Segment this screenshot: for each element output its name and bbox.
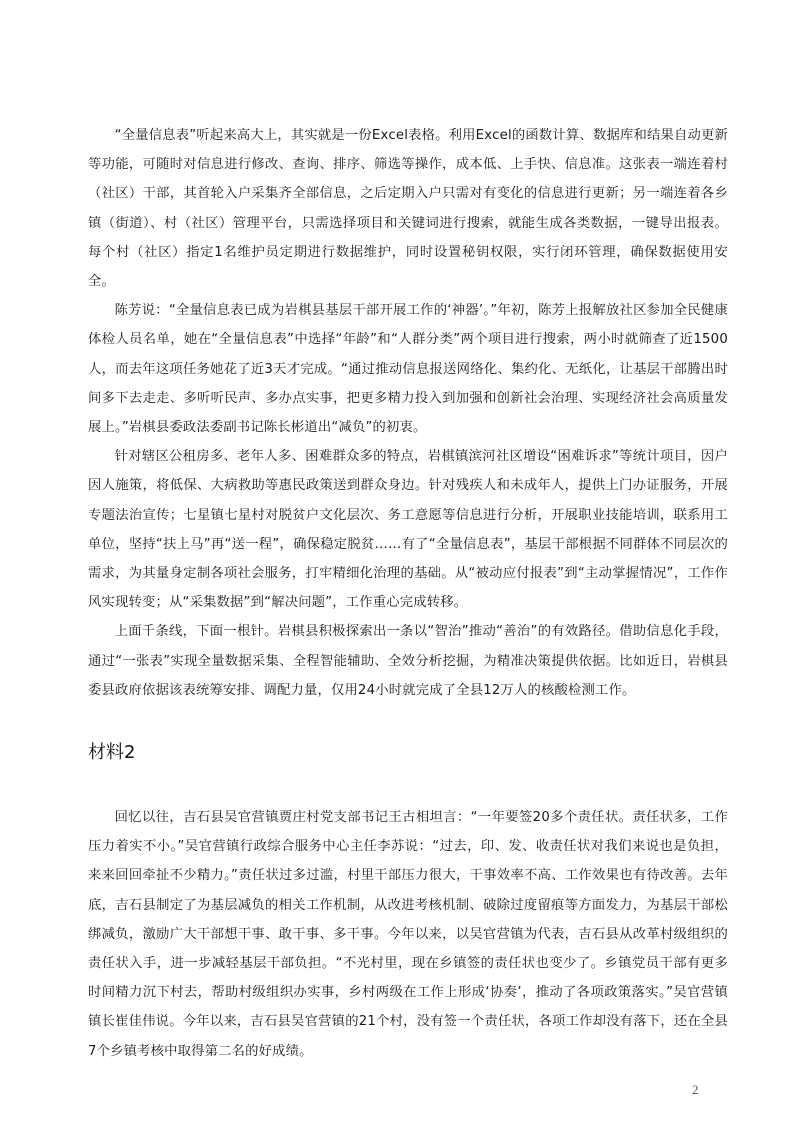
paragraph-full-info-table: “全量信息表”听起来高大上，其实就是一份Excel表格。利用Excel的函数计算、数据库和结果自动更新等功能，可随时对信息进行修改、查询、排序、筛选等操作，成本低、上手快、信息准。这张表一端连着村（社区）干部，其首轮入户采集齐全部信息，之后定期入户只需对有变化的信息进行更新；另一端连着各乡镇（街道）、村（社区）管理平台，只需选择项目和关键词进行搜索，就能生成各类数据，一键导出报表。每个村（社区）指定1名维护员定期进行数据维护，同时设置秘钥权限，实行闭环管理，确保数据使用安全。 xyxy=(88,128,728,290)
section-heading-material-2: 材料2 xyxy=(88,742,136,764)
paragraph-binhe-community: 针对辖区公租房多、老年人多、困难群众多的特点，岩棋镇滨河社区增设“困难诉求”等统计项目，因户因人施策，将低保、大病救助等惠民政策送到群众身边。针对残疾人和未成年人，提供上门办证服务，开展专题法治宣传；七星镇七星村对脱贫户文化层次、务工意愿等信息进行分析，开展职业技能培训，联系用工单位，坚持“扶上马”再“送一程”，确保稳定脱贫……有了“全量信息表”，基层干部根据不同群体不同层次的需求，为其量身定制各项社会服务，打牢精细化治理的基础。从“被动应付报表”到“主动掌握情况”，工作作风实现转变；从“采集数据”到“解决问题”，工作重心完成转移。 xyxy=(88,449,728,611)
paragraph-chen-fang: 陈芳说：“全量信息表已成为岩棋县基层干部开展工作的‘神器’。”年初，陈芳上报解放社区参加全民健康体检人员名单，她在“全量信息表”中选择“年龄”和“人群分类”两个项目进行搜索，两小时就筛查了近1500人，而去年这项任务她花了近3天才完成。“通过推动信息报送网络化、集约化、无纸化，让基层干部腾出时间多下去走走、多听听民声、多办点实事，把更多精力投入到加强和创新社会治理、实现经济社会高质量发展上。”岩棋县委政法委副书记陈长彬道出“减负”的初衷。 xyxy=(88,303,728,436)
document-body xyxy=(88,121,728,1066)
paragraph-smart-governance: 上面千条线，下面一根针。岩棋县积极探索出一条以“智治”推动“善治”的有效路径。借助信息化手段，通过“一张表”实现全量数据采集、全程智能辅助、全效分析挖掘，为精准决策提供依据。比如近日，岩棋县委县政府依据该表统筹安排、调配力量，仅用24小时就完成了全县12万人的核酸检测工作。 xyxy=(88,624,728,698)
page-number: 2 xyxy=(692,1082,699,1097)
paragraph-jishi-county: 回忆以往，吉石县吴官营镇贾庄村党支部书记王古相坦言：“一年要签20多个责任状。责任状多，工作压力着实不小。”吴官营镇行政综合服务中心主任李苏说：“过去，印、发、收责任状对我们来说也是负担，来来回回牵扯不少精力。”责任状过多过滥，村里干部压力很大，干事效率不高、工作效果也有待改善。去年底，吉石县制定了为基层减负的相关工作机制，从改进考核机制、破除过度留痕等方面发力，为基层干部松绑减负，激励广大干部想干事、敢干事、多干事。今年以来，以吴官营镇为代表，吉石县从改革村级组织的责任状入手，进一步减轻基层干部负担。“不光村里，现在乡镇签的责任状也变少了。乡镇党员干部有更多时间精力沉下村去，帮助村级组织办实事，乡村两级在工作上形成‘协奏’，推动了各项政策落实。”吴官营镇镇长崔佳伟说。今年以来，吉石县吴官营镇的21个村，没有签一个责任状，各项工作却没有落下，还在全县7个乡镇考核中取得第二名的好成绩。 xyxy=(88,810,728,1059)
